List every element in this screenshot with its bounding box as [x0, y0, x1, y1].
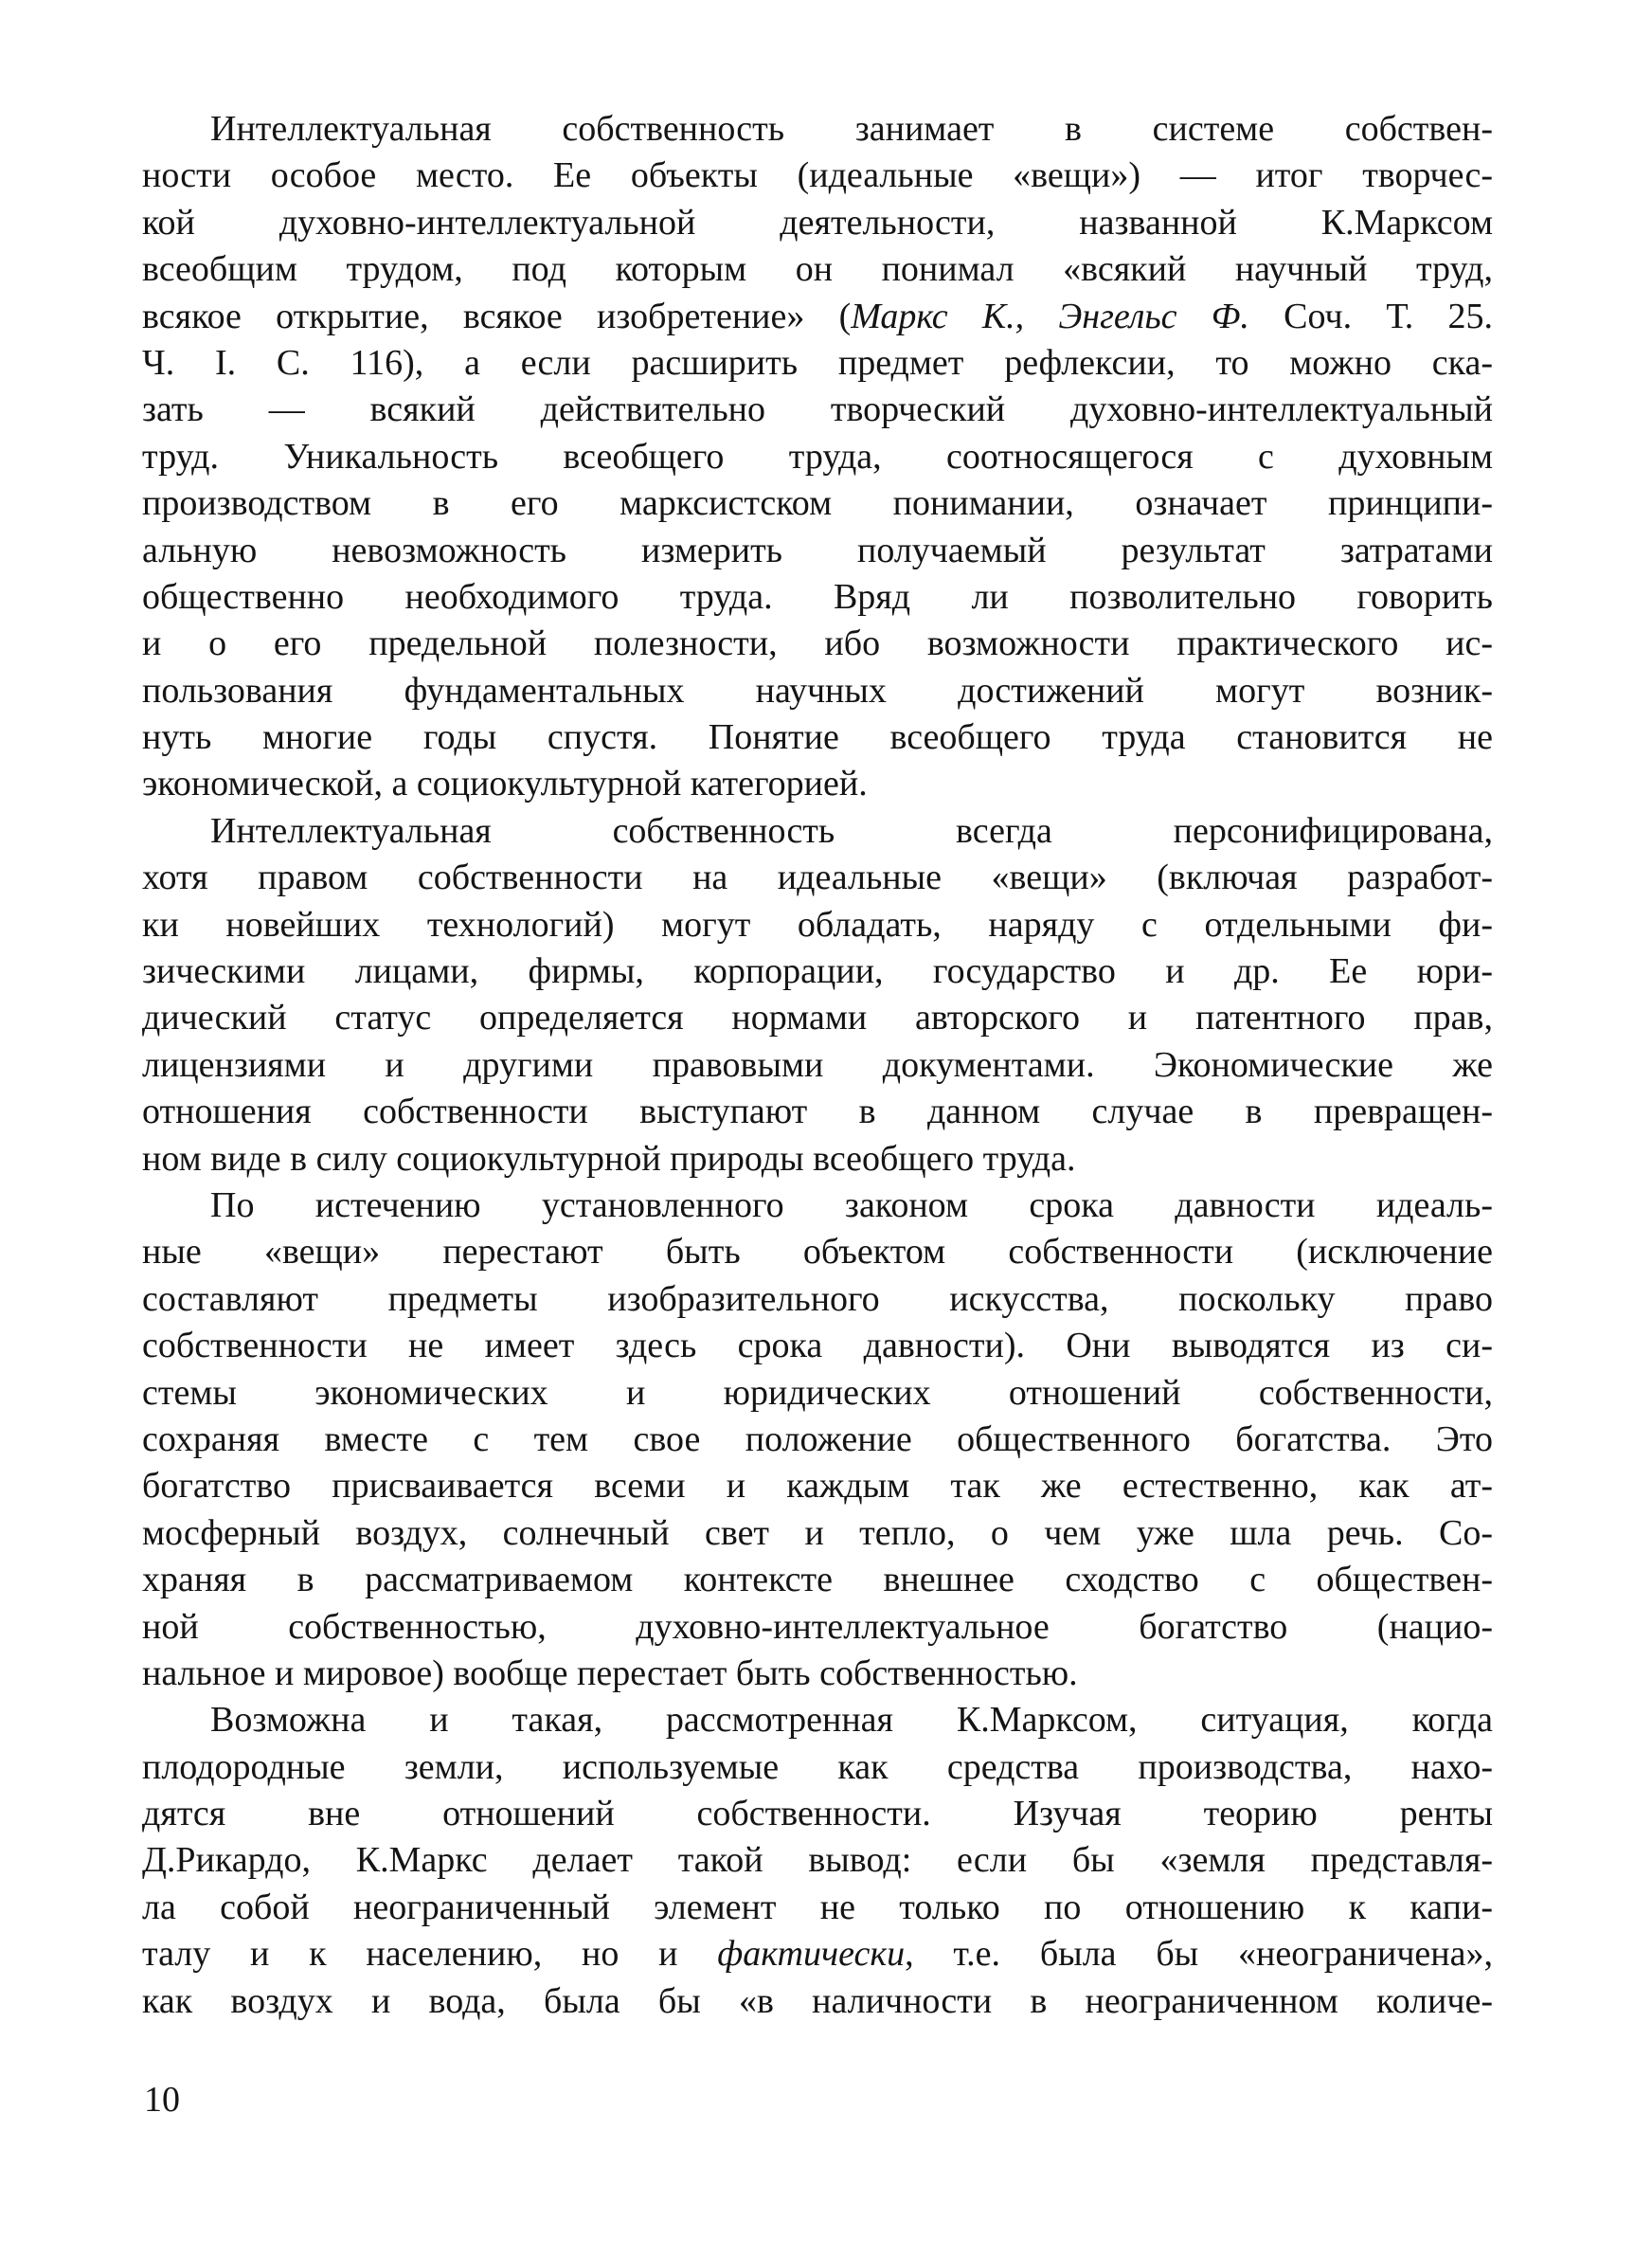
text-line: собственности не имеет здесь срока давности). Они выводятся из си-	[142, 1326, 1493, 1366]
text-line: ной собственностью, духовно-интеллектуальное богатство (нацио-	[142, 1606, 1493, 1647]
text-line: Интеллектуальная собственность занимает в системе собствен-	[210, 109, 1493, 149]
text-line: общественно необходимого труда. Вряд ли позволительно говорить	[142, 576, 1493, 617]
text-line: производством в его марксистском понимании, означает принципи-	[142, 483, 1493, 524]
text-line: ном виде в силу социокультурной природы всеобщего труда.	[142, 1138, 1076, 1179]
text-line: дятся вне отношений собственности. Изучая теорию ренты	[142, 1794, 1493, 1834]
text-line: пользования фундаментальных научных достижений могут возник-	[142, 670, 1493, 711]
text-line	[142, 1931, 1493, 1977]
text-line: сохраняя вместе с тем свое положение общественного богатства. Это	[142, 1418, 1493, 1459]
text-line: богатство присваивается всеми и каждым так же естественно, как ат-	[142, 1466, 1493, 1507]
text-line: ки новейших технологий) могут обладать, наряду с отдельными фи-	[142, 904, 1493, 945]
text-line: отношения собственности выступают в данном случае в превращен-	[142, 1092, 1493, 1132]
text-line	[142, 294, 1493, 340]
text-line: всеобщим трудом, под которым он понимал «всякий научный труд,	[142, 249, 1493, 290]
text-line: Интеллектуальная собственность всегда персонифицирована,	[210, 810, 1493, 851]
text-line: Возможна и такая, рассмотренная К.Марксом, ситуация, когда	[210, 1700, 1493, 1741]
text-segment: талу и к населению, но и	[142, 1934, 718, 1975]
page-number: 10	[144, 2080, 180, 2120]
text-line: Д.Рикардо, К.Маркс делает такой вывод: если бы «земля представля-	[142, 1840, 1493, 1881]
text-line: Ч. I. С. 116), а если расширить предмет рефлексии, то можно ска-	[142, 342, 1493, 383]
text-line: зать — всякий действительно творческий духовно-интеллектуальный	[142, 389, 1493, 430]
italic-text: фактически	[717, 1934, 906, 1975]
text-line: и о его предельной полезности, ибо возможности практического ис-	[142, 623, 1493, 664]
text-line: составляют предметы изобразительного искусства, поскольку право	[142, 1278, 1493, 1319]
text-line: По истечению установленного законом срока давности идеаль-	[210, 1184, 1493, 1225]
text-line: нальное и мировое) вообще перестает быть собственностью.	[142, 1652, 1078, 1693]
text-segment: , т.е. была бы «неограничена»,	[905, 1934, 1493, 1975]
text-line: хотя правом собственности на идеальные «вещи» (включая разработ-	[142, 858, 1493, 898]
text-line: ла собой неограниченный элемент не только по отношению к капи-	[142, 1887, 1493, 1927]
text-line: храняя в рассматриваемом контексте внешнее сходство с обществен-	[142, 1560, 1493, 1600]
text-line: альную невозможность измерить получаемый результат затратами	[142, 530, 1493, 570]
body-text	[142, 106, 1493, 2025]
text-line: лицензиями и другими правовыми документами. Экономические же	[142, 1044, 1493, 1085]
text-line: ности особое место. Ее объекты (идеальные «вещи») — итог творчес-	[142, 155, 1493, 196]
text-line: экономической, а социокультурной категорией.	[142, 764, 868, 804]
text-segment: всякое открытие, всякое изобретение» (	[142, 296, 852, 336]
text-line: дический статус определяется нормами авторского и патентного прав,	[142, 998, 1493, 1038]
text-segment: Соч. Т. 25.	[1248, 296, 1493, 336]
text-line: ные «вещи» перестают быть объектом собственности (исключение	[142, 1232, 1493, 1273]
text-line: нуть многие годы спустя. Понятие всеобщего труда становится не	[142, 717, 1493, 758]
text-line: кой духовно-интеллектуальной деятельности, названной К.Марксом	[142, 202, 1493, 243]
italic-text: Маркс К., Энгельс Ф.	[851, 296, 1249, 336]
text-line: мосферный воздух, солнечный свет и тепло, о чем уже шла речь. Со-	[142, 1512, 1493, 1553]
text-line: труд. Уникальность всеобщего труда, соотносящегося с духовным	[142, 436, 1493, 477]
text-line: как воздух и вода, была бы «в наличности в неограниченном количе-	[142, 1980, 1493, 2021]
text-line: зическими лицами, фирмы, корпорации, государство и др. Ее юри-	[142, 951, 1493, 992]
text-line: плодородные земли, используемые как средства производства, нахо-	[142, 1746, 1493, 1787]
text-line: стемы экономических и юридических отношений собственности,	[142, 1372, 1493, 1413]
